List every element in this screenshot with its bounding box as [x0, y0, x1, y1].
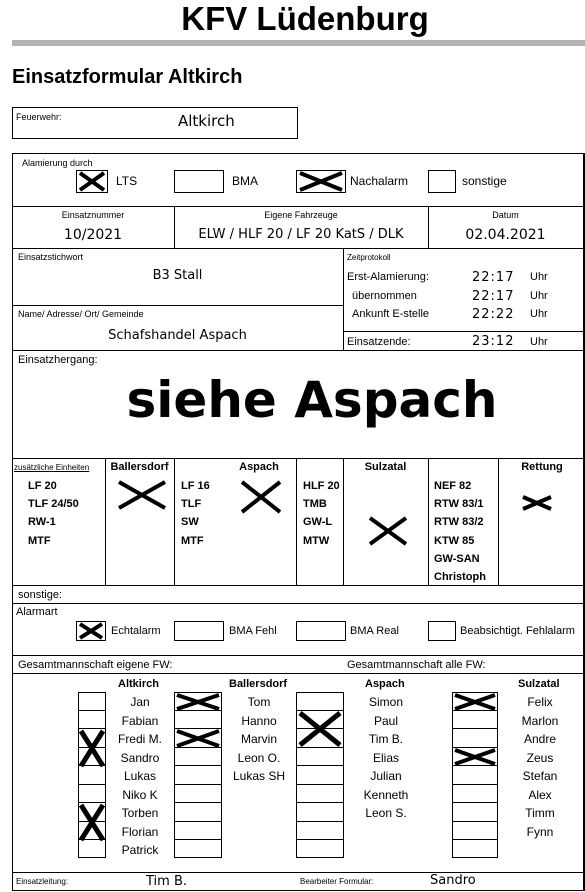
member-name: Zeus: [526, 751, 554, 765]
own-vehicle: LF 20: [28, 480, 57, 492]
member-name: Patrick: [121, 843, 159, 857]
feuerwehr-box: [12, 107, 298, 139]
form-title: Einsatzformular Altkirch: [12, 66, 243, 88]
member-name: Fredi M.: [117, 732, 162, 746]
sulzatal-cross-icon[interactable]: [368, 516, 408, 546]
alarm-sonstige-checkbox[interactable]: [428, 170, 456, 193]
sulzatal-check-column[interactable]: [452, 692, 498, 858]
mannschaft-ballersdorf-header: Ballersdorf: [229, 678, 288, 690]
einsatzleitung-value[interactable]: Tim B.: [146, 874, 187, 889]
stichwort-label: Einsatzstichwort: [18, 252, 84, 262]
member-name: Paul: [373, 714, 399, 728]
alarmart-bmafehl-label: BMA Fehl: [229, 625, 277, 637]
aspach-vehicle: MTF: [181, 535, 204, 547]
zeit-erst-label: Erst-Alamierung:: [347, 271, 429, 283]
adresse-label: Name/ Adresse/ Ort/ Gemeinde: [18, 309, 144, 319]
member-name: Hanno: [241, 714, 277, 728]
zeit-ankunft-label: Ankunft E-stelle: [352, 308, 430, 320]
member-name: Stefan: [522, 769, 558, 783]
sulzatal-header: Sulzatal: [364, 461, 407, 473]
alarmierung-label: Alamierung durch: [22, 158, 93, 168]
mannschaft-altkirch-header: Altkirch: [118, 678, 159, 690]
ballersdorf-cross-icon[interactable]: [117, 480, 167, 510]
zeit-ende-unit: Uhr: [530, 336, 548, 348]
member-name: Timm: [525, 806, 555, 820]
org-title: KFV Lüdenburg: [181, 0, 429, 37]
bearbeiter-label: Bearbeiter Formular:: [300, 877, 374, 886]
member-name: Marlon: [521, 714, 559, 728]
feuerwehr-label: Feuerwehr:: [16, 112, 62, 122]
member-name: Fynn: [526, 825, 554, 839]
zeit-uebernommen-value[interactable]: 22:17: [472, 289, 515, 304]
alarm-lts-label: LTS: [116, 174, 138, 188]
einsatznummer-value[interactable]: 10/2021: [63, 227, 123, 243]
zeit-uebernommen-label: übernommen: [352, 290, 417, 302]
zeit-ankunft-value[interactable]: 22:22: [472, 307, 515, 322]
zeit-uebernommen-unit: Uhr: [530, 290, 548, 302]
member-name: Kenneth: [363, 788, 409, 802]
member-name: Niko K: [122, 788, 158, 802]
rettung-vehicle: RTW 83/2: [434, 516, 484, 528]
ballersdorf-header: Ballersdorf: [110, 461, 169, 473]
alarmart-label: Alarmart: [16, 606, 58, 618]
fahrzeuge-label: Eigene Fahrzeuge: [264, 210, 338, 220]
rettung-vehicle: GW-SAN: [434, 553, 480, 565]
member-name: Julian: [370, 769, 402, 783]
member-name: Tim B.: [368, 732, 404, 746]
feuerwehr-value[interactable]: Altkirch: [178, 112, 235, 130]
rettung-header: Rettung: [521, 461, 563, 473]
alarm-bma-label: BMA: [232, 174, 259, 188]
sulz-vehicle: HLF 20: [303, 480, 340, 492]
rettung-vehicle: NEF 82: [434, 480, 472, 492]
alarmart-echtalarm-checkbox[interactable]: [76, 621, 106, 641]
einsatznummer-label: Einsatznummer: [61, 210, 125, 220]
own-vehicle: MTF: [28, 535, 51, 547]
member-name: Lukas SH: [232, 769, 286, 783]
aspach-cross-icon[interactable]: [240, 480, 282, 514]
zeit-erst-value[interactable]: 22:17: [472, 270, 515, 285]
member-name: Marvin: [240, 732, 277, 746]
member-name: Florian: [121, 825, 159, 839]
sulz-vehicle: MTW: [303, 535, 330, 547]
aspach-vehicle: LF 16: [181, 480, 210, 492]
check-grid-icon: [174, 692, 222, 858]
member-name: Torben: [121, 806, 159, 820]
einheiten-label: zusätzliche Einheiten: [14, 463, 90, 472]
hergang-label: Einsatzhergang:: [18, 354, 98, 366]
zeit-ankunft-unit: Uhr: [530, 308, 548, 320]
alarm-sonstige-label: sonstige: [462, 174, 507, 188]
member-name: Fabian: [121, 714, 159, 728]
aspach-check-column[interactable]: [296, 692, 344, 858]
check-grid-icon: [452, 692, 498, 858]
member-name: Simon: [368, 695, 403, 709]
alarm-lts-checkbox[interactable]: [76, 170, 108, 193]
rettung-vehicle: KTW 85: [434, 535, 475, 547]
einsatzleitung-label: Einsatzleitung:: [16, 877, 69, 886]
member-name: Andre: [523, 732, 557, 746]
alarmart-bmafehl-checkbox[interactable]: [174, 621, 224, 641]
sulz-vehicle: TMB: [303, 498, 327, 510]
zeit-erst-unit: Uhr: [530, 271, 548, 283]
fahrzeuge-value[interactable]: ELW / HLF 20 / LF 20 KatS / DLK: [198, 227, 404, 242]
header-rule: [12, 40, 585, 46]
check-grid-icon: [78, 692, 106, 858]
cross-mark-icon: [297, 171, 345, 192]
bearbeiter-value[interactable]: Sandro: [430, 873, 476, 888]
alarm-nachalarm-label: Nachalarm: [350, 174, 409, 188]
member-name: Leon O.: [237, 751, 281, 765]
zeitprotokoll-label: Zeitprotokoll: [347, 253, 391, 262]
member-name: Leon S.: [365, 806, 407, 820]
member-name: Jan: [130, 695, 150, 709]
member-name: Sandro: [120, 751, 160, 765]
member-name: Tom: [247, 695, 271, 709]
alarmart-beabsichtigt-label: Beabsichtigt. Fehlalarm: [460, 625, 575, 637]
member-name: Felix: [527, 695, 553, 709]
ballersdorf-check-column[interactable]: [174, 692, 222, 858]
rettung-vehicle: Christoph: [434, 571, 486, 583]
own-vehicle: TLF 24/50: [28, 498, 79, 510]
member-name: Lukas: [123, 769, 157, 783]
aspach-vehicle: SW: [181, 516, 199, 528]
altkirch-check-column[interactable]: [78, 692, 106, 858]
zeit-ende-label: Einsatzende:: [347, 336, 411, 348]
rettung-cross-icon[interactable]: [521, 495, 553, 511]
cross-mark-icon: [77, 171, 107, 192]
aspach-header: Aspach: [239, 461, 279, 473]
mannschaft-sulzatal-header: Sulzatal: [518, 678, 560, 690]
sonstige-label: sonstige:: [18, 589, 63, 601]
member-name: Alex: [528, 788, 552, 802]
alarm-bma-checkbox[interactable]: [174, 170, 224, 193]
aspach-vehicle: TLF: [181, 498, 202, 510]
stichwort-value[interactable]: B3 Stall: [152, 268, 203, 283]
check-grid-icon: [296, 692, 344, 858]
member-name: Elias: [372, 751, 399, 765]
mannschaft-aspach-header: Aspach: [365, 678, 405, 690]
datum-value[interactable]: 02.04.2021: [465, 227, 546, 243]
rettung-vehicle: RTW 83/1: [434, 498, 484, 510]
alarm-nachalarm-checkbox[interactable]: [296, 170, 346, 193]
zeit-ende-value[interactable]: 23:12: [472, 334, 515, 349]
alarmart-bmareal-checkbox[interactable]: [296, 621, 346, 641]
own-vehicle: RW-1: [28, 516, 56, 528]
alarmart-echtalarm-label: Echtalarm: [111, 625, 161, 637]
sulz-vehicle: GW-L: [303, 516, 333, 528]
cross-mark-icon: [77, 622, 105, 640]
datum-label: Datum: [492, 210, 519, 220]
alarmart-beabsichtigt-checkbox[interactable]: [428, 621, 456, 641]
alarmart-bmareal-label: BMA Real: [350, 625, 399, 637]
hergang-value[interactable]: siehe Aspach: [126, 371, 498, 429]
mannschaft-all-label: Gesamtmannschaft alle FW:: [347, 659, 486, 671]
mannschaft-own-label: Gesamtmannschaft eigene FW:: [18, 659, 173, 671]
adresse-value[interactable]: Schafshandel Aspach: [108, 328, 247, 343]
